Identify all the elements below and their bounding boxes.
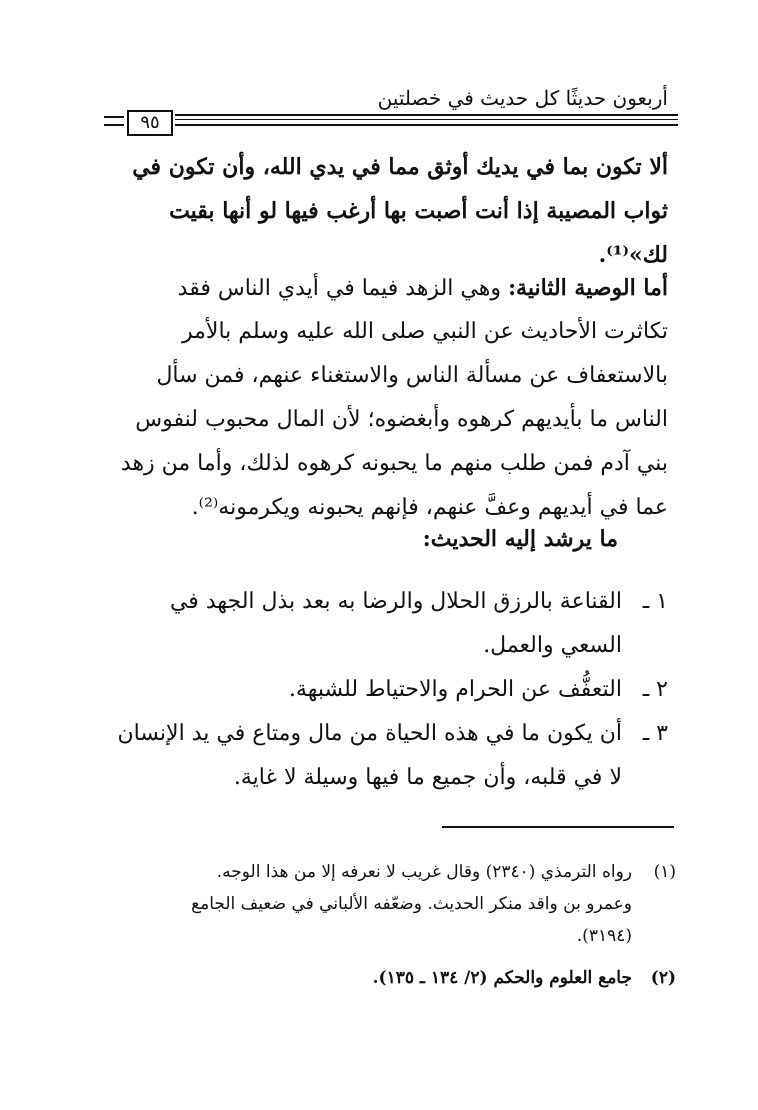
text-line: لك»⁽¹⁾. [598, 242, 668, 268]
footnote [100, 856, 676, 952]
footnote-number: (٢) [650, 968, 676, 988]
text-line: عما في أيديهم وعفَّ عنهم، فإنهم يحبونه ويكرمونه⁽²⁾. [191, 495, 668, 520]
text-line: بالاستعفاف عن مسألة الناس والاستغناء عنهم، فمن سأل [156, 363, 668, 388]
list-item [100, 580, 668, 668]
text-fragment: وهي الزهد فيما في أيدي الناس فقد [177, 276, 501, 301]
header-rule [104, 124, 124, 126]
footnote-text: (٣١٩٤). [576, 926, 632, 946]
footnote-separator [442, 826, 674, 828]
running-title: أربعون حديثًا كل حديث في خصلتين [377, 86, 668, 110]
text-line: تكاثرت الأحاديث عن النبي صلى الله عليه وسلم بالأمر [182, 319, 668, 344]
text-line: ألا تكون بما في يديك أوثق مما في يدي الله، وأن تكون في [132, 154, 668, 180]
footnote [100, 962, 676, 994]
text-line: ثواب المصيبة إذا أنت أصبت بها أرغب فيها لو أنها بقيت [169, 198, 668, 224]
footnote-number: (١) [653, 862, 676, 882]
list-text: السعي والعمل. [483, 633, 622, 658]
text-line [100, 266, 668, 310]
section-heading: ما يرشد إليه الحديث: [422, 526, 618, 552]
list-number: ٣ ـ [642, 721, 668, 746]
footnote-text: جامع العلوم والحكم (٢/ ١٣٤ ـ ١٣٥). [372, 968, 632, 988]
list-item [100, 712, 668, 800]
header-rule [175, 119, 678, 120]
list-number: ٢ ـ [642, 677, 668, 702]
list-text: القناعة بالرزق الحلال والرضا به بعد بذل الجهد في [169, 589, 622, 614]
header-rule [104, 116, 124, 118]
list-text: أن يكون ما في هذه الحياة من مال ومتاع في يد الإنسان [117, 721, 622, 746]
guidance-list [100, 580, 668, 800]
page-number: ٩٥ [127, 110, 173, 136]
paragraph-lead: أما الوصية الثانية: [507, 275, 668, 301]
list-item [100, 668, 668, 712]
header-rule [175, 114, 678, 116]
footnote-text: وعمرو بن واقد منكر الحديث. وضعّفه الألباني في ضعيف الجامع [191, 894, 632, 914]
list-text: التعفُّف عن الحرام والاحتياط للشبهة. [288, 677, 622, 702]
header-rule [175, 124, 678, 126]
footnote-text: رواه الترمذي (٢٣٤٠) وقال غريب لا نعرفه إلا من هذا الوجه. [216, 862, 632, 882]
text-line: الناس ما بأيديهم كرهوه وأبغضوه؛ لأن المال محبوب لنفوس [135, 407, 668, 432]
list-number: ١ ـ [642, 589, 668, 614]
list-text: لا في قلبه، وأن جميع ما فيها وسيلة لا غاية. [233, 765, 622, 790]
text-line: بني آدم فمن طلب منهم ما يحبونه كرهوه لذلك، وأما من زهد [120, 451, 668, 476]
footnotes [100, 856, 676, 994]
paragraph-second-advice [100, 266, 668, 530]
paragraph-quote-end [100, 145, 668, 277]
